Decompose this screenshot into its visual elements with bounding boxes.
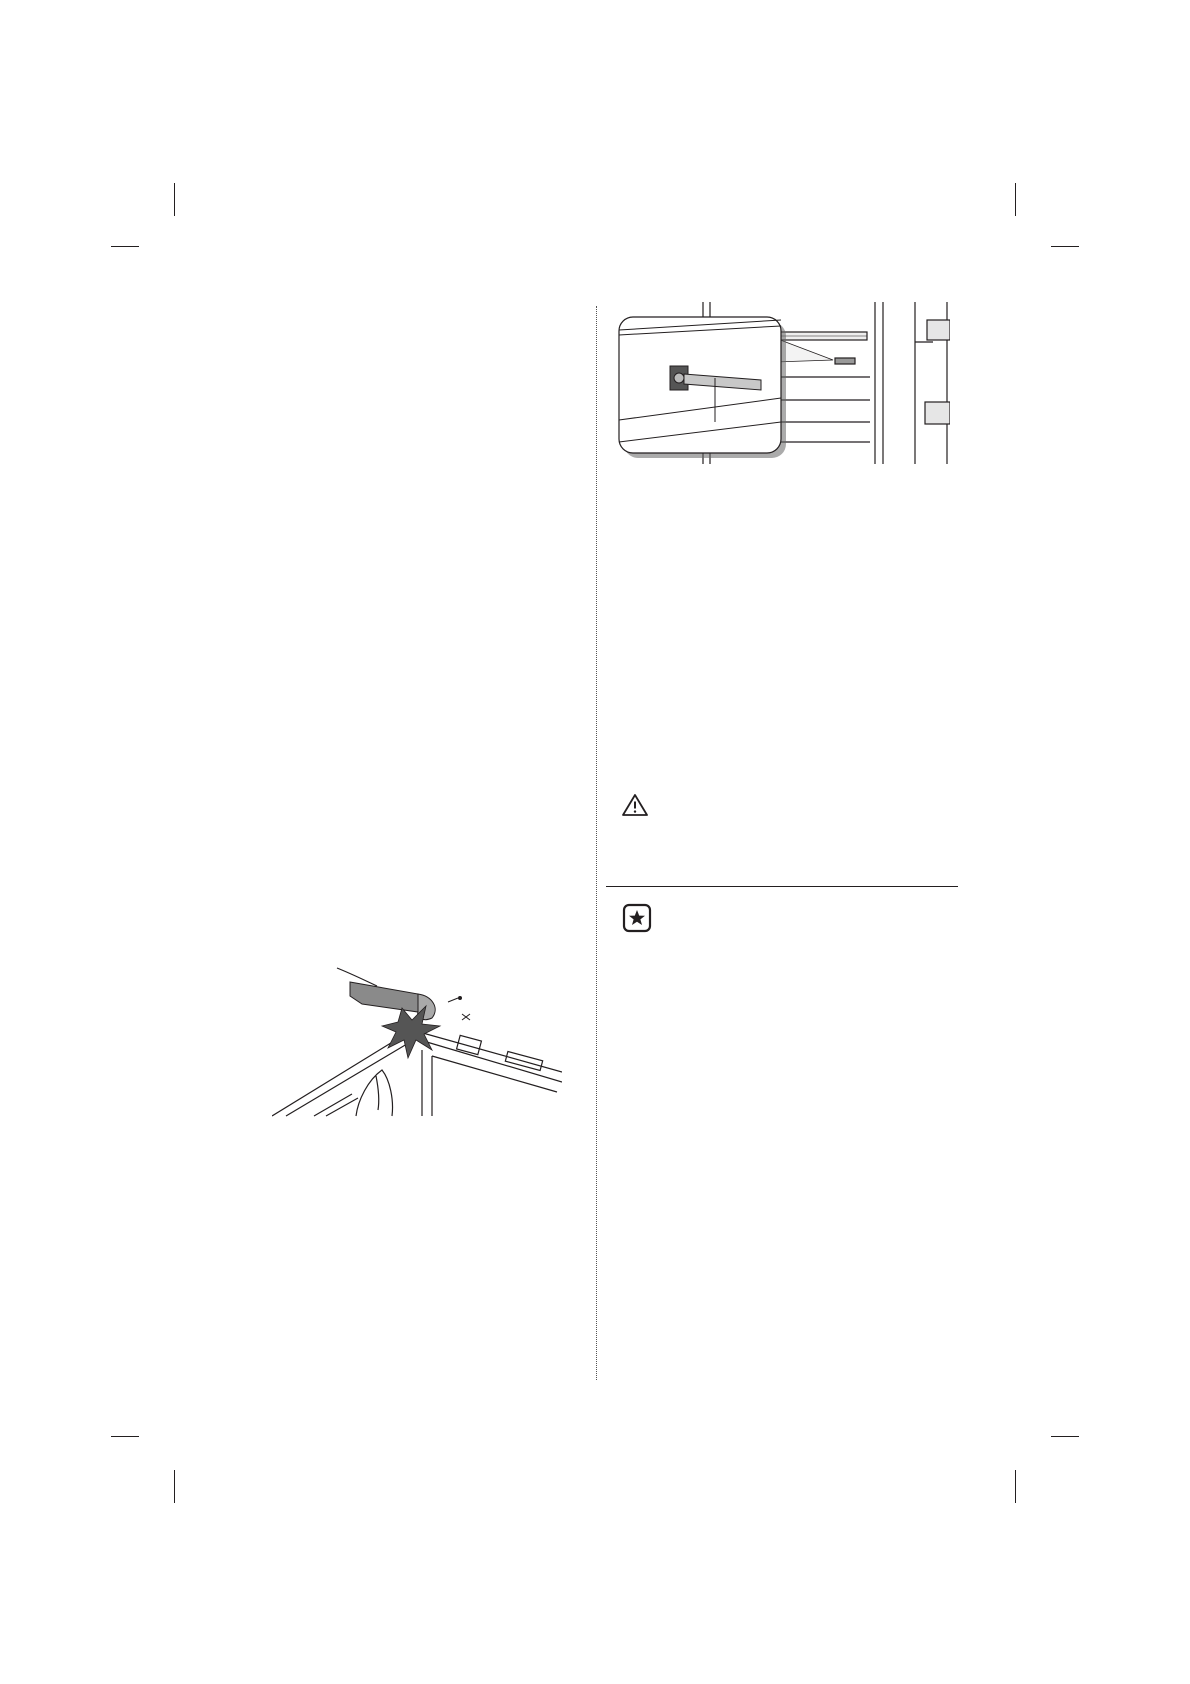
crop-mark-bottom-right-vertical [1015,1470,1016,1503]
column-divider [596,306,597,1380]
crop-mark-top-right-vertical [1015,183,1016,216]
crop-mark-bottom-left-horizontal [111,1436,139,1437]
note-separator [606,886,958,887]
crop-mark-top-left-horizontal [111,246,139,247]
warning-triangle-icon [621,793,649,817]
star-note-icon [622,903,652,933]
hinge-closeup-figure [615,302,950,468]
crop-mark-top-left-vertical [174,183,175,216]
crop-mark-top-right-horizontal [1051,246,1079,247]
crop-mark-bottom-right-horizontal [1051,1436,1079,1437]
crop-mark-bottom-left-vertical [174,1470,175,1503]
door-corner-figure [272,960,562,1120]
